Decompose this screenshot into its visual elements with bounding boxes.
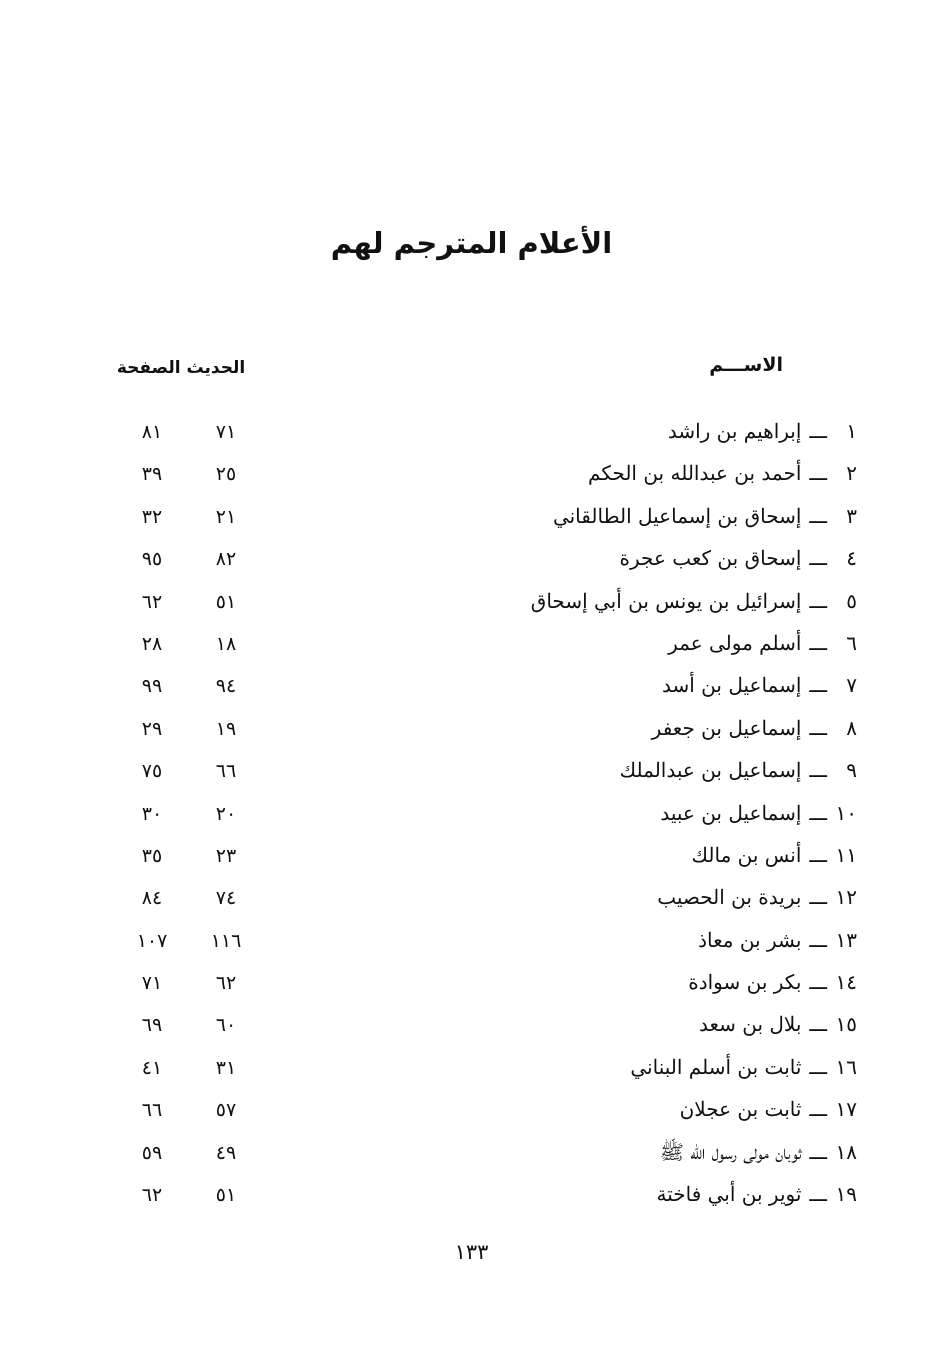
entry-name	[656, 1180, 857, 1208]
hadith-number: ٦٠	[215, 1014, 237, 1037]
hadith-number: ٢٠	[215, 802, 237, 825]
list-item	[0, 1047, 943, 1089]
entry-number: ١٧	[835, 1097, 857, 1122]
list-item	[0, 623, 943, 665]
entry-name	[657, 883, 857, 911]
dash-separator: ـــ	[809, 1139, 827, 1164]
hadith-number: ٨٢	[215, 548, 237, 571]
entry-number: ١٤	[835, 970, 857, 995]
entry-number: ٩	[846, 758, 857, 783]
page-reference: ٣٢	[141, 505, 163, 528]
hadith-number: ٢١	[215, 505, 237, 528]
entry-name-text: بكر بن سوادة	[688, 970, 802, 995]
entry-name	[668, 629, 857, 657]
page-title: الأعلام المترجم لهم	[330, 226, 613, 260]
hadith-number: ١٩	[215, 717, 237, 740]
entry-name	[699, 1010, 857, 1038]
entry-number: ٤	[846, 546, 857, 571]
dash-separator: ـــ	[809, 588, 827, 613]
dash-separator: ـــ	[809, 715, 827, 740]
list-item	[0, 962, 943, 1004]
list-item	[0, 1004, 943, 1046]
entry-number: ١٢	[835, 885, 857, 910]
entry-number: ١٨	[835, 1139, 857, 1164]
entry-number: ٢	[846, 461, 857, 486]
hadith-number: ٦٢	[215, 972, 237, 995]
page-reference: ٥٩	[141, 1141, 163, 1164]
dash-separator: ـــ	[809, 927, 827, 952]
entry-name-text: بريدة بن الحصيب	[657, 885, 802, 910]
entry-number: ١٥	[835, 1012, 857, 1037]
page-reference: ٦٢	[141, 590, 163, 613]
entry-name-text: إسماعيل بن عبدالملك	[619, 758, 802, 783]
entry-name-text: ثوبان مولى رسول الله ﷺ	[659, 1139, 802, 1164]
dash-separator: ـــ	[809, 630, 827, 655]
list-item	[0, 920, 943, 962]
dash-separator: ـــ	[809, 970, 827, 995]
entry-name	[688, 968, 857, 996]
page-reference: ٢٨	[141, 632, 163, 655]
entry-name-text: إسماعيل بن عبيد	[660, 800, 802, 825]
hadith-number: ٥١	[215, 1184, 237, 1207]
page-reference: ٧١	[141, 972, 163, 995]
entry-number: ١٩	[835, 1182, 857, 1207]
list-item	[0, 1132, 943, 1174]
entry-name-text: إبراهيم بن راشد	[667, 419, 802, 443]
entry-name	[660, 799, 857, 827]
dash-separator: ـــ	[809, 673, 827, 698]
hadith-number: ٣١	[215, 1056, 237, 1079]
page-reference: ٢٩	[141, 717, 163, 740]
page-number: ١٣٣	[454, 1240, 489, 1264]
entry-name	[588, 459, 857, 487]
entry-name-text: إسماعيل بن أسد	[662, 673, 802, 698]
dash-separator: ـــ	[809, 1097, 827, 1122]
hadith-number: ٥١	[215, 590, 237, 613]
page-reference: ٩٩	[141, 675, 163, 698]
dash-separator: ـــ	[809, 503, 827, 528]
page-reference: ٦٩	[141, 1014, 163, 1037]
list-item	[0, 877, 943, 919]
entry-name	[553, 502, 857, 530]
dash-separator: ـــ	[809, 461, 827, 486]
list-item	[0, 665, 943, 707]
hadith-number: ٤٩	[215, 1141, 237, 1164]
entry-number: ١١	[835, 842, 857, 867]
entry-name-text: أنس بن مالك	[691, 842, 802, 867]
entry-name-text: أحمد بن عبدالله بن الحكم	[588, 461, 802, 486]
hadith-number: ١١٦	[210, 929, 242, 952]
entry-name	[680, 1095, 857, 1123]
list-item	[0, 581, 943, 623]
page-reference: ٤١	[141, 1056, 163, 1079]
entry-name-text: بلال بن سعد	[698, 1012, 802, 1037]
dash-separator: ـــ	[809, 1012, 827, 1037]
entry-name-text: إسحاق بن كعب عجرة	[619, 546, 802, 571]
entry-name-text: بشر بن معاذ	[698, 927, 802, 952]
entry-name	[531, 587, 857, 615]
page-reference: ١٠٧	[136, 929, 168, 952]
entry-name-text: إسرائيل بن يونس بن أبي إسحاق	[530, 588, 802, 613]
list-item	[0, 793, 943, 835]
hadith-page-column-header: الحديث الصفحة	[116, 358, 246, 378]
list-item	[0, 835, 943, 877]
page-reference: ٩٥	[141, 548, 163, 571]
dash-separator: ـــ	[809, 1054, 827, 1079]
entry-name	[668, 417, 857, 445]
page-reference: ٦٢	[141, 1184, 163, 1207]
dash-separator: ـــ	[809, 419, 827, 443]
entry-number: ٧	[846, 673, 857, 698]
entry-number: ١٠	[835, 800, 857, 825]
list-item	[0, 453, 943, 495]
entry-name	[698, 926, 857, 954]
list-item	[0, 411, 943, 453]
hadith-number: ١٨	[215, 632, 237, 655]
hadith-number: ٩٤	[215, 675, 237, 698]
list-item	[0, 496, 943, 538]
page-reference: ٣٩	[141, 463, 163, 486]
dash-separator: ـــ	[809, 842, 827, 867]
dash-separator: ـــ	[809, 800, 827, 825]
entry-name	[662, 671, 857, 699]
page-reference: ٣٠	[141, 802, 163, 825]
hadith-number: ٧٤	[215, 887, 237, 910]
entry-name	[630, 1053, 857, 1081]
dash-separator: ـــ	[809, 546, 827, 571]
entry-name-text: إسماعيل بن جعفر	[651, 715, 802, 740]
entry-number: ٣	[846, 503, 857, 528]
entry-number: ١٣	[835, 927, 857, 952]
hadith-number: ٢٣	[215, 844, 237, 867]
list-item	[0, 538, 943, 580]
entry-number: ٦	[846, 630, 857, 655]
entry-name-text: إسحاق بن إسماعيل الطالقاني	[552, 503, 802, 528]
name-column-header: الاســـم	[709, 354, 783, 376]
entry-name-text: ثابت بن أسلم البناني	[630, 1054, 802, 1079]
names-index-list	[0, 411, 943, 1216]
list-item	[0, 1174, 943, 1216]
entry-name	[620, 756, 857, 784]
dash-separator: ـــ	[809, 885, 827, 910]
hadith-number: ٢٥	[215, 463, 237, 486]
entry-name	[620, 544, 857, 572]
list-item	[0, 708, 943, 750]
entry-number: ٥	[846, 588, 857, 613]
page-reference: ٦٦	[141, 1099, 163, 1122]
entry-name	[652, 714, 857, 742]
entry-name	[660, 1138, 857, 1166]
dash-separator: ـــ	[809, 1182, 827, 1207]
hadith-number: ٥٧	[215, 1099, 237, 1122]
entry-name-text: ثابت بن عجلان	[679, 1097, 802, 1122]
entry-number: ١	[846, 419, 857, 443]
hadith-number: ٦٦	[215, 760, 237, 783]
entry-number: ١٦	[835, 1054, 857, 1079]
entry-name	[692, 841, 857, 869]
list-item	[0, 1089, 943, 1131]
entry-name-text: أسلم مولى عمر	[668, 630, 802, 655]
dash-separator: ـــ	[809, 758, 827, 783]
entry-name-text: ثوير بن أبي فاختة	[656, 1182, 802, 1207]
entry-number: ٨	[846, 715, 857, 740]
list-item	[0, 750, 943, 792]
page-reference: ٨٤	[141, 887, 163, 910]
hadith-number: ٧١	[215, 421, 237, 443]
page-reference: ٨١	[141, 421, 163, 443]
page-reference: ٧٥	[141, 760, 163, 783]
page-reference: ٣٥	[141, 844, 163, 867]
